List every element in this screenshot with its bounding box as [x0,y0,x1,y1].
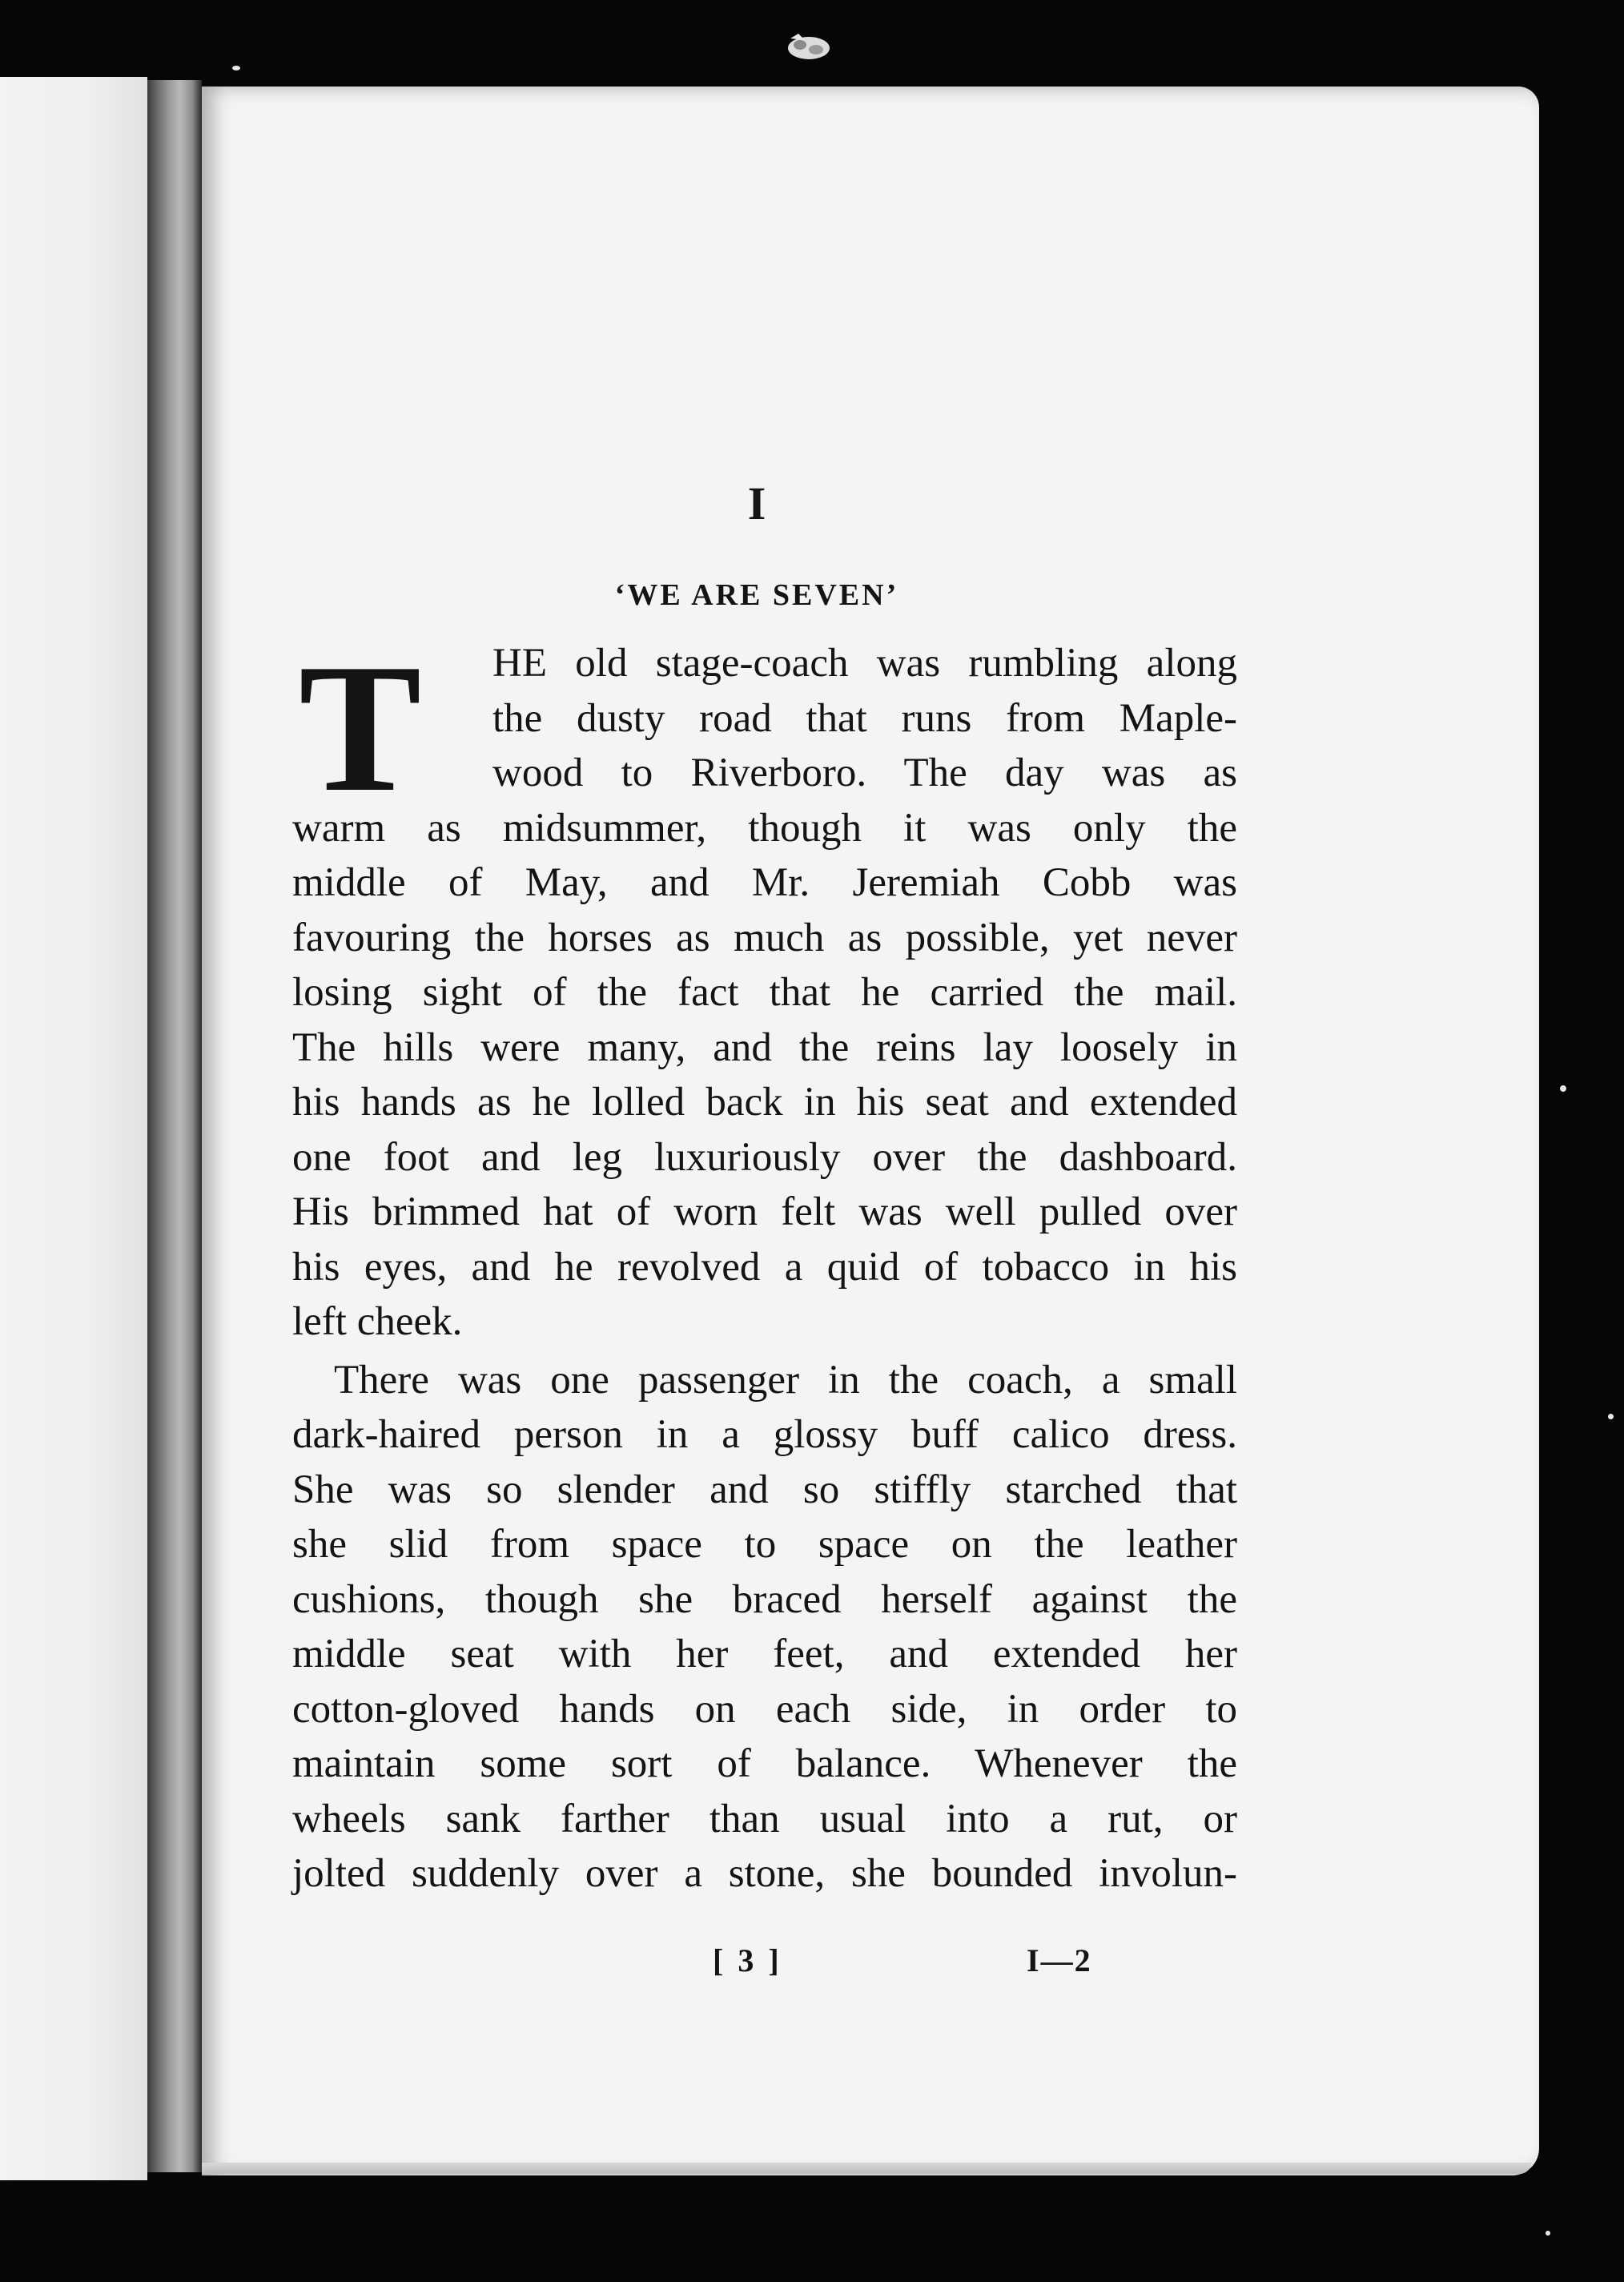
text-line: left cheek. [292,1299,463,1344]
text-line: his hands as he lolled back in his seat and extended [292,1080,1237,1125]
text-line: middle seat with her feet, and extended her [292,1632,1237,1676]
text-line: cushions, though she braced herself against the [292,1576,1237,1622]
paragraph-2 [292,1353,1237,1902]
text-line: jolted suddenly over a stone, she bounded involun- [292,1851,1237,1896]
text-line: cotton-gloved hands on each side, in order to [292,1686,1237,1732]
text-line: maintain some sort of balance. Whenever the [292,1741,1237,1786]
drop-cap: T [299,626,422,830]
text-line: warm as midsummer, though it was only the [292,805,1237,851]
page-bottom-edge [202,2163,1531,2174]
text-line: wheels sank farther than usual into a rut, or [292,1796,1237,1841]
page-footer [713,1942,1129,1990]
text-line: the dusty road that runs from Maple- [492,695,1237,741]
text-line: middle of May, and Mr. Jeremiah Cobb was [292,860,1237,905]
text-line: dark-haired person in a glossy buff calico dress. [292,1412,1237,1457]
page-number: [ 3 ] [713,1942,782,1978]
chapter-number: I [747,477,766,529]
book-gutter [147,80,202,2172]
printer-ornament-icon [781,30,837,66]
text-line: The hills were many, and the reins lay loosely in [292,1024,1237,1070]
text-line: There was one passenger in the coach, a small [334,1357,1237,1403]
text-line: she slid from space to space on the leather [292,1522,1237,1567]
text-line: His brimmed hat of worn felt was well pulled over [292,1189,1237,1234]
page-text [292,477,1237,1902]
text-line: wood to Riverboro. The day was as [492,751,1237,795]
text-line: favouring the horses as much as possible, yet never [292,915,1237,960]
previous-page-edge [0,77,147,2180]
text-line: HE old stage-coach was rumbling along [492,641,1237,686]
text-line: losing sight of the fact that he carried the mail. [292,970,1237,1015]
chapter-title: ‘WE ARE SEVEN’ [614,578,899,612]
text-line: his eyes, and he revolved a quid of tobacco in his [292,1244,1237,1290]
text-line: She was so slender and so stiffly starched that [292,1467,1237,1512]
paragraph-1 [292,626,1237,1350]
text-line: one foot and leg luxuriously over the dashboard. [292,1134,1237,1180]
signature-mark: I—2 [1027,1942,1092,1978]
